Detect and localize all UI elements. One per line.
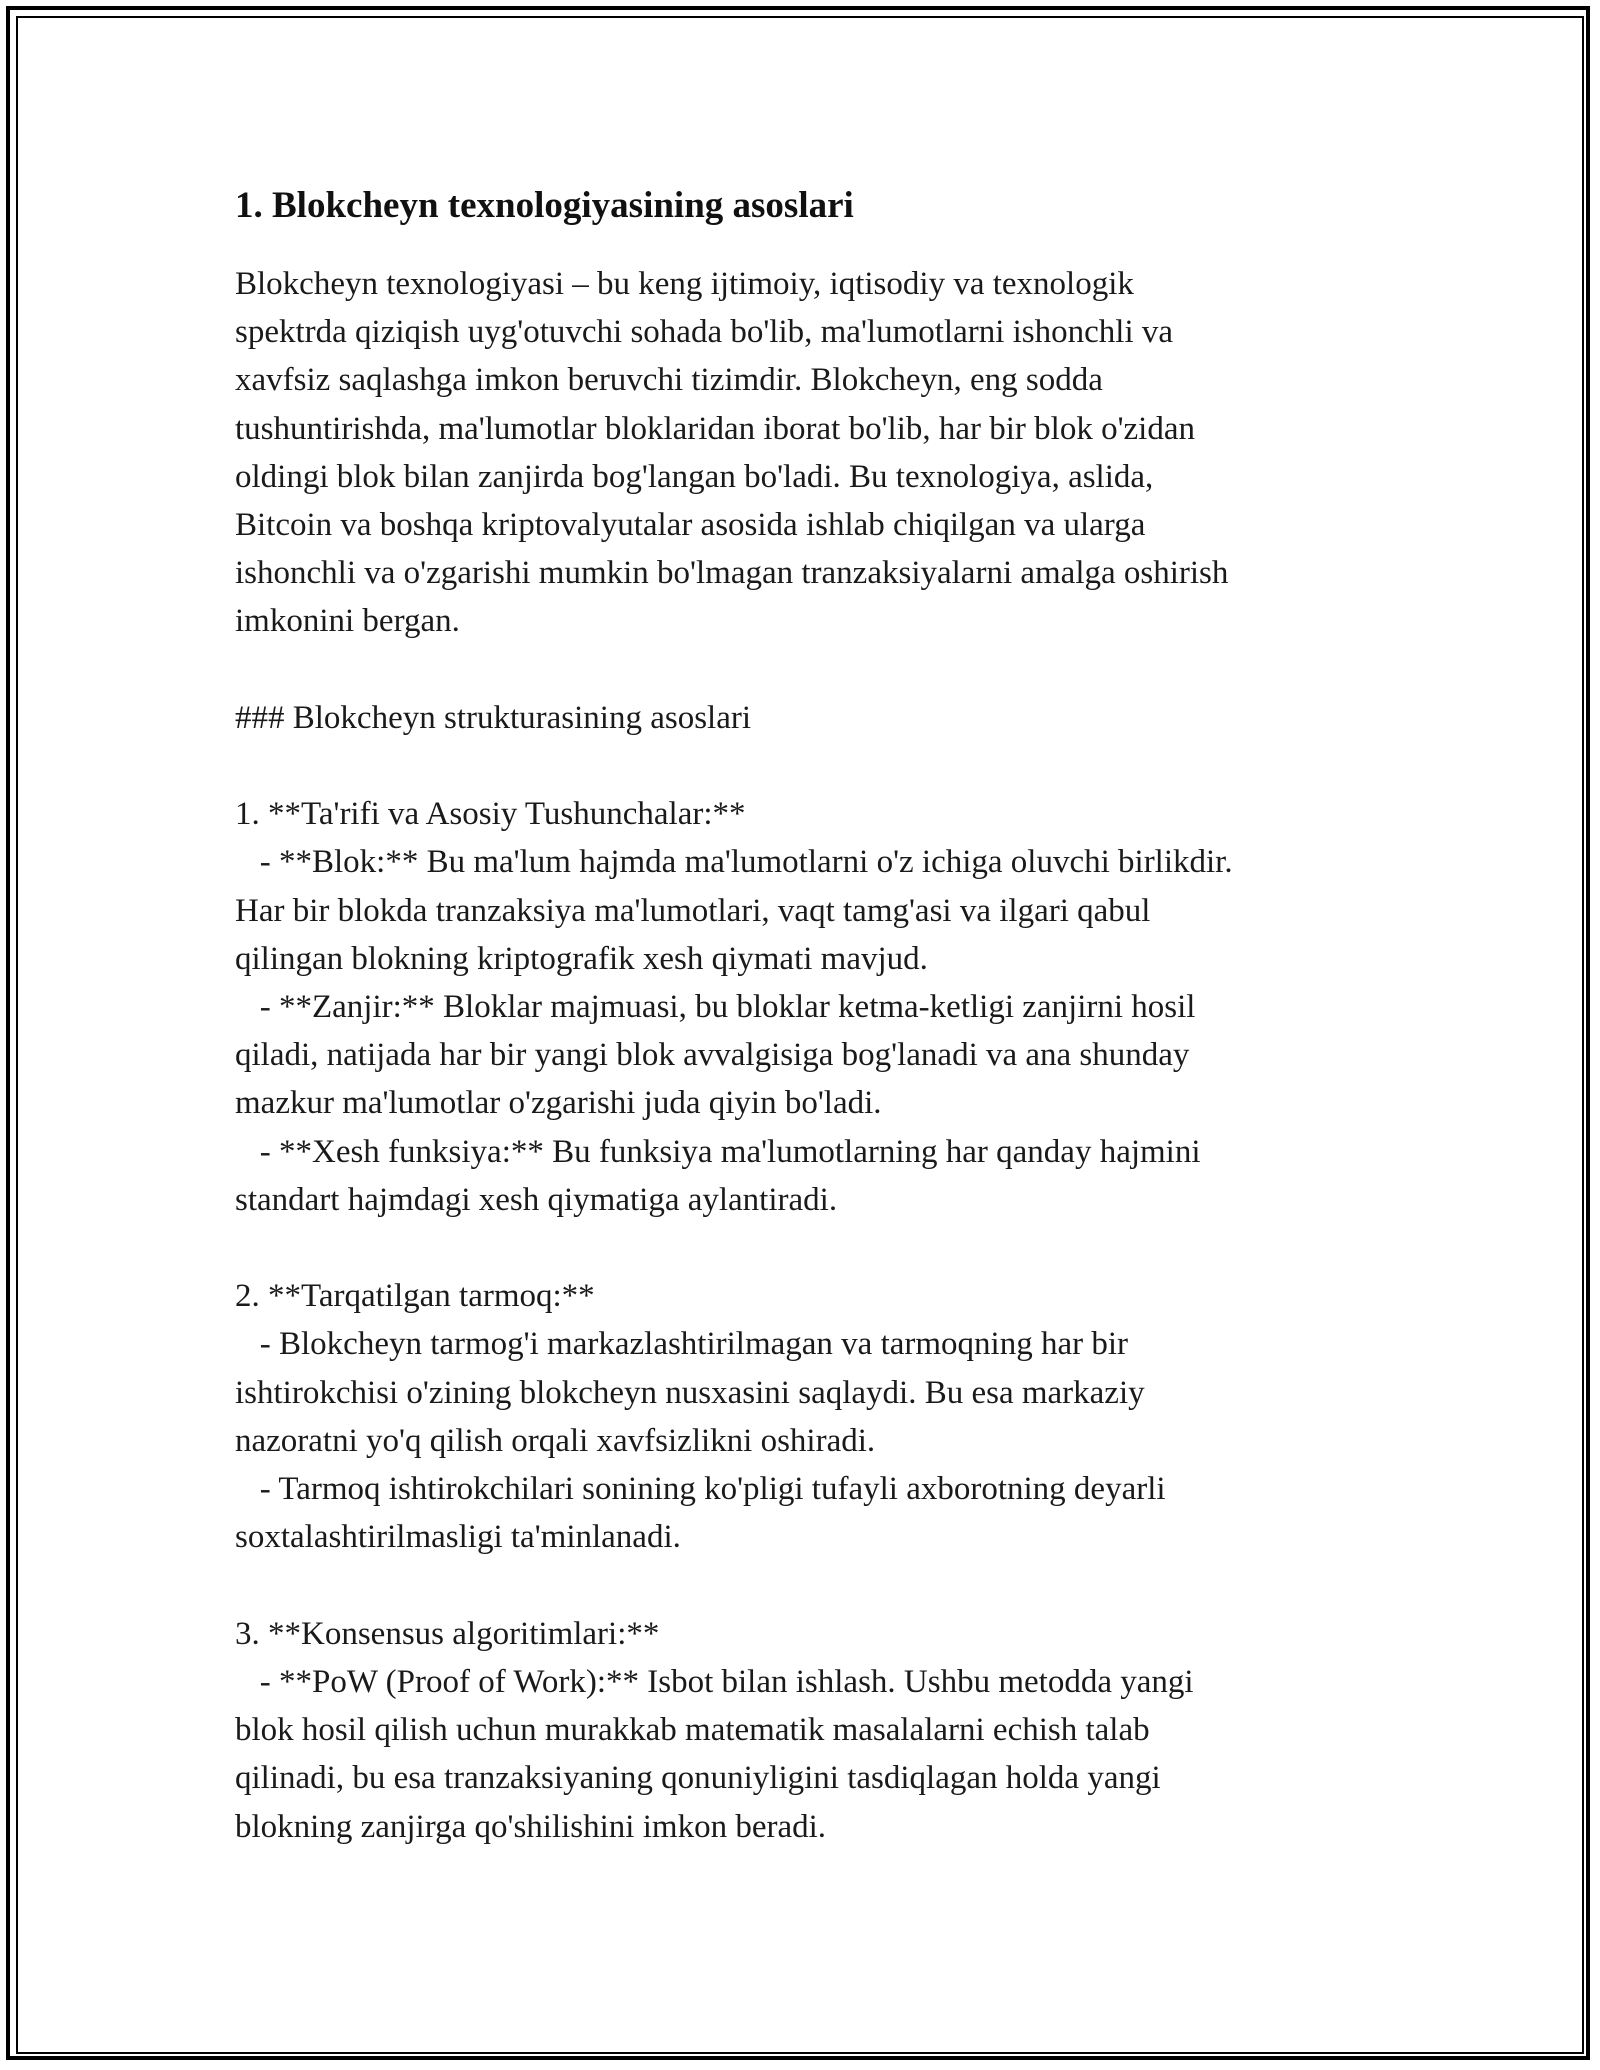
document-content — [235, 182, 1365, 1851]
document-body: Blokcheyn texnologiyasi – bu keng ijtimoiy, iqtisodiy va texnologik spektrda qiziqish uyg'otuvchi sohada bo'lib, ma'lumotlarni ishonchli va xavfsiz saqlashga imkon beruvchi tizimdir. Blokcheyn, eng sodda tushuntirishda, ma'lumotlar bloklaridan iborat bo'lib, har bir blok o'zidan oldingi blok bilan zanjirda bog'langan bo'ladi. Bu texnologiya, aslida, Bitcoin va boshqa kriptovalyutalar asosida ishlab chiqilgan va ularga ishonchli va o'zgarishi mumkin bo'lmagan tranzaksiyalarni amalga oshirish imkonini bergan. ### Blokcheyn strukturasining asoslari 1. **Ta'rifi va Asosiy Tushunchalar:** - **Blok:** Bu ma'lum hajmda ma'lumotlarni o'z ichiga oluvchi birlikdir. Har bir blokda tranzaksiya ma'lumotlari, vaqt tamg'asi va ilgari qabul qilingan blokning kriptografik xesh qiymati mavjud. - **Zanjir:** Bloklar majmuasi, bu bloklar ketma-ketligi zanjirni hosil qiladi, natijada har bir yangi blok avvalgisiga bog'lanadi va ana shunday mazkur ma'lumotlar o'zgarishi juda qiyin bo'ladi. - **Xesh funksiya:** Bu funksiya ma'lumotlarning har qanday hajmini standart hajmdagi xesh qiymatiga aylantiradi. 2. **Tarqatilgan tarmoq:** - Blokcheyn tarmog'i markazlashtirilmagan va tarmoqning har bir ishtirokchisi o'zining blokcheyn nusxasini saqlaydi. Bu esa markaziy nazoratni yo'q qilish orqali xavfsizlikni oshiradi. - Tarmoq ishtirokchilari sonining ko'pligi tufayli axborotning deyarli soxtalashtirilmasligi ta'minlanadi. 3. **Konsensus algoritimlari:** - **PoW (Proof of Work):** Isbot bilan ishlash. Ushbu metodda yangi blok hosil qilish uchun murakkab matematik masalalarni echish talab qilinadi, bu esa tranzaksiyaning qonuniyligini tasdiqlagan holda yangi blokning zanjirga qo'shilishini imkon beradi. — [235, 266, 1233, 1845]
document-heading: 1. Blokcheyn texnologiyasining asoslari — [235, 185, 854, 226]
